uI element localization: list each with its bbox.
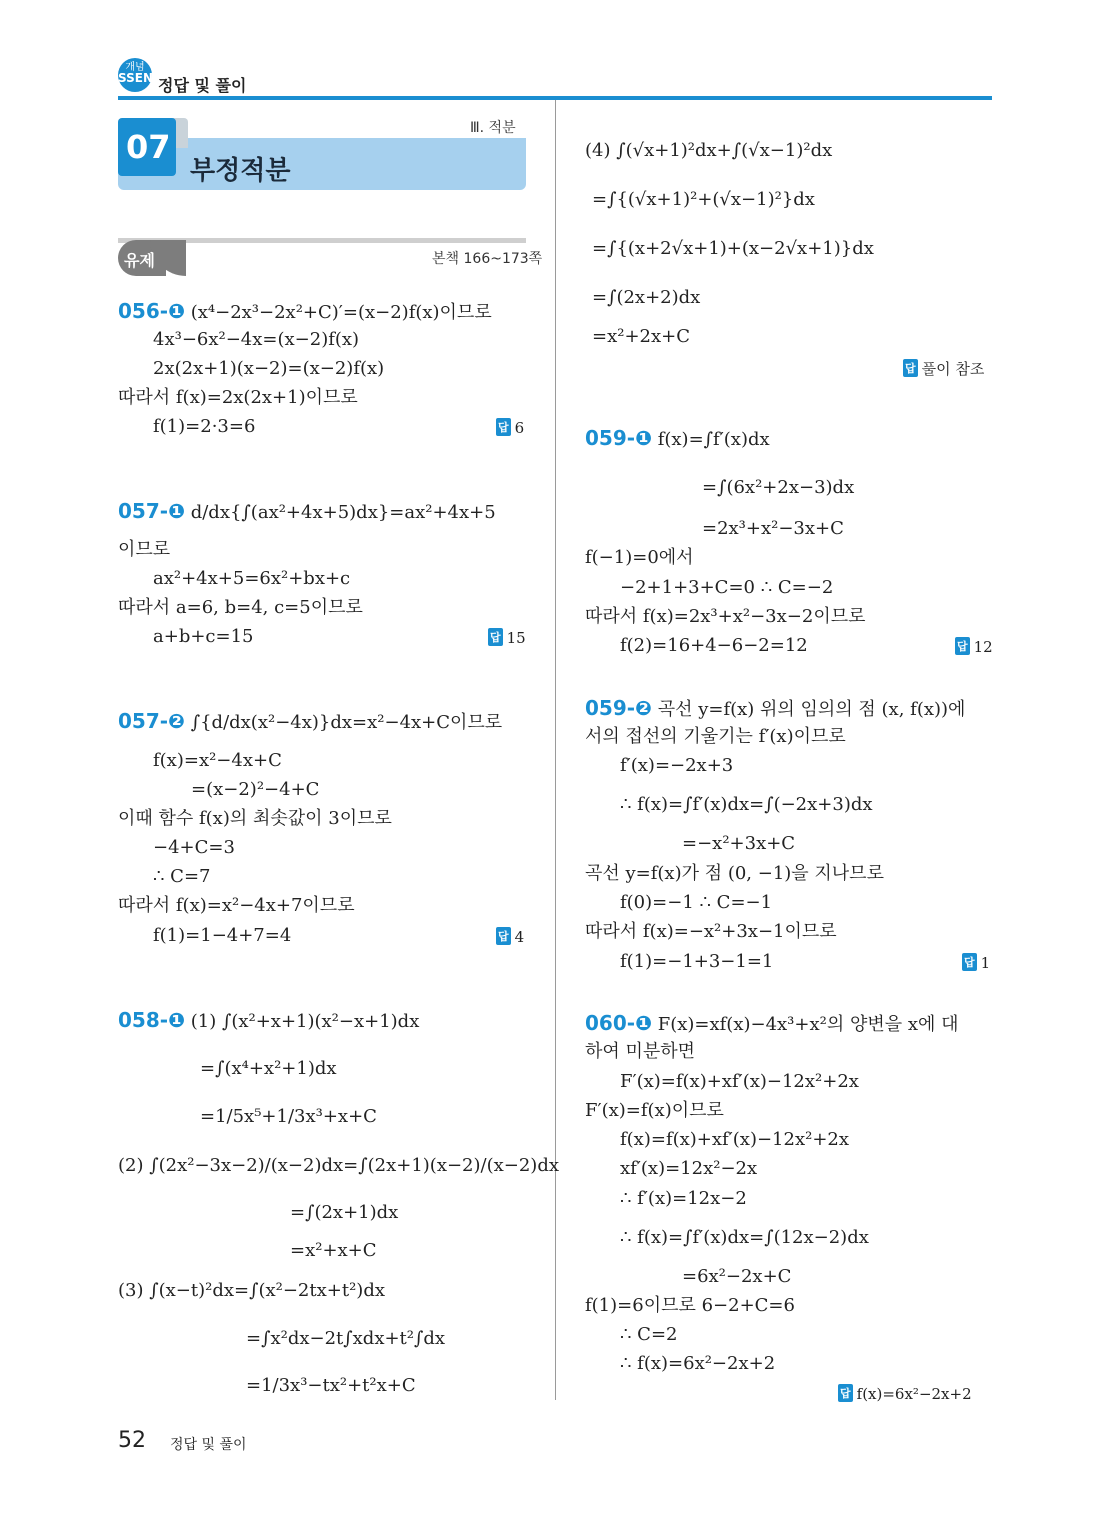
answer-tag: 답 6 — [498, 419, 525, 437]
solution-line: =∫(2x+1)dx — [290, 1202, 399, 1223]
solution-line: 이므로 — [118, 539, 171, 560]
solution-line: =x²+x+C — [290, 1240, 377, 1261]
solution-line: f(0)=−1 ∴ C=−1 — [620, 892, 773, 913]
page-number: 52 — [118, 1428, 146, 1453]
solution-line: −4+C=3 — [153, 837, 235, 858]
solution-line: 하여 미분하면 — [585, 1041, 696, 1062]
problem-line: 060-❶ F(x)=xf(x)−4x³+x²의 양변을 x에 대 — [585, 1011, 959, 1035]
solution-line: F′(x)=f(x)+xf′(x)−12x²+2x — [620, 1071, 859, 1092]
answer-badge: 답 — [488, 628, 503, 646]
logo-line1: 개념 — [125, 62, 145, 73]
solution-line: 곡선 y=f(x)가 점 (0, −1)을 지나므로 — [585, 863, 884, 884]
solution-line: 2x(2x+1)(x−2)=(x−2)f(x) — [153, 358, 385, 379]
problem-id: 058-❶ — [118, 1008, 185, 1032]
answer-badge: 답 — [955, 637, 970, 655]
problem-id: 060-❶ — [585, 1011, 652, 1035]
solution-line: =x²+2x+C — [592, 326, 690, 347]
solution-line: 따라서 f(x)=x²−4x+7이므로 — [118, 895, 355, 916]
chapter-number: 07 — [126, 128, 171, 166]
solution-line: f(1)=1−4+7=4 — [153, 925, 292, 946]
problem-line: 057-❶ d/dx{∫(ax²+4x+5)dx}=ax²+4x+5 — [118, 499, 496, 523]
header-title: 정답 및 풀이 — [158, 76, 247, 95]
solution-line: f(−1)=0에서 — [585, 547, 694, 568]
solution-line: ∴ f′(x)=12x−2 — [620, 1188, 747, 1209]
solution-line: F′(x)=f(x)이므로 — [585, 1100, 724, 1121]
answer-tag: 답 f(x)=6x²−2x+2 — [840, 1385, 972, 1403]
solution-line: f(1)=−1+3−1=1 — [620, 951, 774, 972]
answer-badge: 답 — [496, 418, 511, 436]
answer-badge: 답 — [496, 927, 511, 945]
chapter-part: Ⅲ. 적분 — [470, 120, 516, 136]
solution-line: (2) ∫(2x²−3x−2)/(x−2)dx=∫(2x+1)(x−2)/(x−2)dx — [118, 1155, 559, 1176]
solution-line: =∫{(x+2√x+1)+(x−2√x+1)}dx — [592, 238, 874, 259]
solution-line: =∫{(√x+1)²+(√x−1)²}dx — [592, 189, 815, 210]
solution-line: 따라서 f(x)=2x(2x+1)이므로 — [118, 387, 358, 408]
solution-line: ∴ f(x)=∫f′(x)dx=∫(12x−2)dx — [620, 1227, 869, 1248]
solution-line: 4x³−6x²−4x=(x−2)f(x) — [153, 329, 360, 350]
solution-line: f′(x)=−2x+3 — [620, 755, 734, 776]
solution-line: (3) ∫(x−t)²dx=∫(x²−2tx+t²)dx — [118, 1280, 385, 1301]
solution-line: f(x)=x²−4x+C — [153, 750, 282, 771]
solution-line: ∴ C=2 — [620, 1324, 678, 1345]
column-divider — [555, 100, 556, 1400]
answer-badge: 답 — [838, 1384, 853, 1402]
problem-id: 059-❷ — [585, 696, 652, 720]
answer-tag: 답 15 — [490, 629, 526, 647]
solution-line: =(x−2)²−4+C — [191, 779, 320, 800]
solution-line: =−x²+3x+C — [682, 833, 796, 854]
solution-line: =∫(x⁴+x²+1)dx — [200, 1058, 337, 1079]
answer-tag: 답 12 — [957, 638, 993, 656]
answer-tag: 답 풀이 참조 — [905, 360, 985, 378]
problem-id: 059-❶ — [585, 426, 652, 450]
problem-line: 056-❶ (x⁴−2x³−2x²+C)′=(x−2)f(x)이므로 — [118, 299, 492, 323]
problem-line: 059-❶ f(x)=∫f′(x)dx — [585, 426, 770, 450]
footer-label: 정답 및 풀이 — [170, 1437, 247, 1453]
problem-id: 057-❶ — [118, 499, 185, 523]
solution-line: =∫(6x²+2x−3)dx — [702, 477, 855, 498]
solution-line: =2x³+x²−3x+C — [702, 518, 844, 539]
section-page-ref: 본책 166~173쪽 — [432, 251, 543, 267]
section-label: 유제 — [124, 251, 155, 270]
solution-line: f(x)=f(x)+xf′(x)−12x²+2x — [620, 1129, 850, 1150]
solution-line: 따라서 f(x)=−x²+3x−1이므로 — [585, 921, 837, 942]
solution-line: 서의 접선의 기울기는 f′(x)이므로 — [585, 726, 846, 747]
solution-line: =∫x²dx−2t∫xdx+t²∫dx — [246, 1328, 446, 1349]
solution-line: =1/5x⁵+1/3x³+x+C — [200, 1106, 377, 1127]
solution-line: =∫(2x+2)dx — [592, 287, 701, 308]
solution-line: 따라서 a=6, b=4, c=5이므로 — [118, 597, 363, 618]
solution-line: f(1)=2·3=6 — [153, 416, 256, 437]
problem-line: 058-❶ (1) ∫(x²+x+1)(x²−x+1)dx — [118, 1008, 420, 1032]
solution-line: ∴ C=7 — [153, 866, 211, 887]
solution-line: (4) ∫(√x+1)²dx+∫(√x−1)²dx — [585, 140, 833, 161]
problem-line: 059-❷ 곡선 y=f(x) 위의 임의의 점 (x, f(x))에 — [585, 696, 966, 720]
solution-line: f(1)=6이므로 6−2+C=6 — [585, 1295, 795, 1316]
solution-line: =6x²−2x+C — [682, 1266, 792, 1287]
logo-line2: SSEN — [118, 71, 153, 85]
answer-badge: 답 — [903, 359, 918, 377]
solution-line: a+b+c=15 — [153, 626, 254, 647]
answer-tag: 답 1 — [964, 954, 991, 972]
solution-line: xf′(x)=12x²−2x — [620, 1158, 758, 1179]
solution-line: −2+1+3+C=0 ∴ C=−2 — [620, 577, 834, 598]
solution-line: 따라서 f(x)=2x³+x²−3x−2이므로 — [585, 606, 866, 627]
answer-tag: 답 4 — [498, 928, 525, 946]
solution-line: 이때 함수 f(x)의 최솟값이 3이므로 — [118, 808, 392, 829]
solution-line: =1/3x³−tx²+t²x+C — [246, 1375, 416, 1396]
problem-id: 057-❷ — [118, 709, 185, 733]
problem-id: 056-❶ — [118, 299, 185, 323]
solution-line: f(2)=16+4−6−2=12 — [620, 635, 808, 656]
chapter-title: 부정적분 — [190, 156, 291, 186]
solution-line: ax²+4x+5=6x²+bx+c — [153, 568, 351, 589]
solution-line: ∴ f(x)=∫f′(x)dx=∫(−2x+3)dx — [620, 794, 873, 815]
logo — [118, 58, 152, 92]
answer-badge: 답 — [962, 953, 977, 971]
solution-line: ∴ f(x)=6x²−2x+2 — [620, 1353, 776, 1374]
problem-line: 057-❷ ∫{d/dx(x²−4x)}dx=x²−4x+C이므로 — [118, 709, 503, 733]
